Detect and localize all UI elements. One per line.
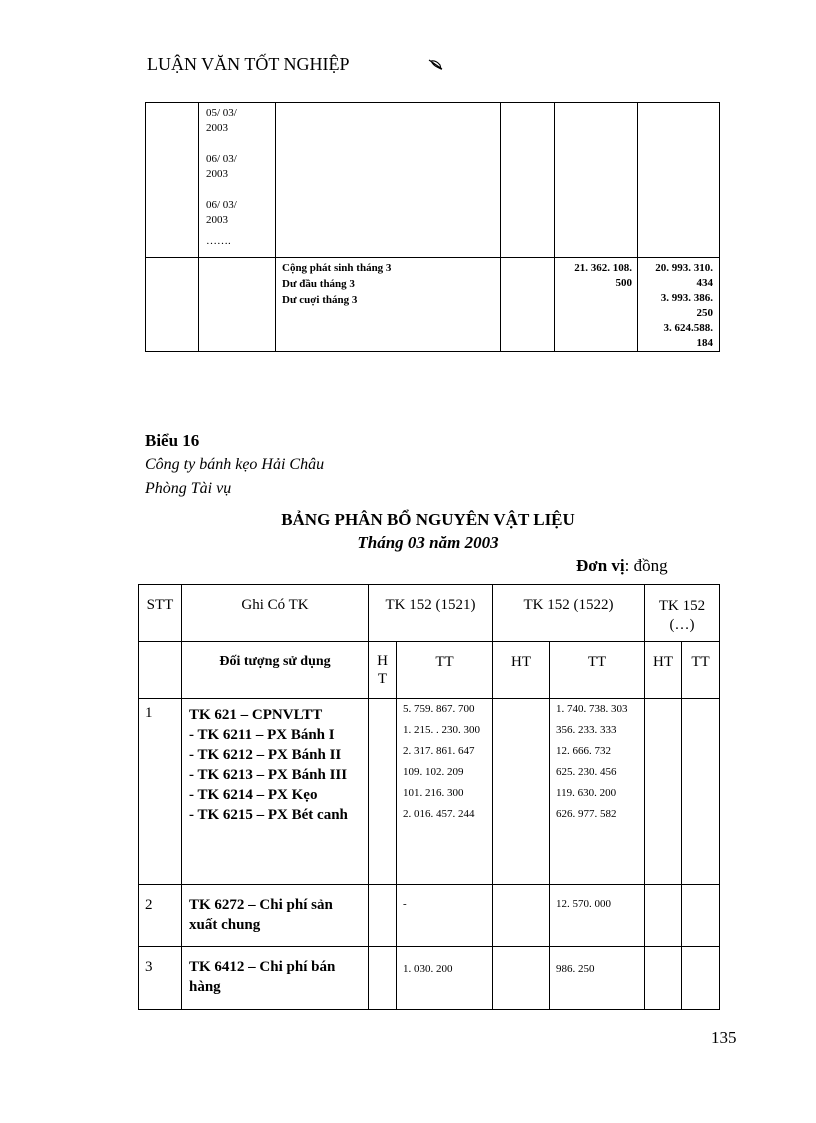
value: 1. 740. 738. 303 (556, 703, 628, 715)
subaccount: - TK 6211 – PX Bánh I (189, 727, 335, 743)
subaccount: - TK 6213 – PX Bánh III (189, 767, 348, 783)
row-stt: 3 (139, 947, 182, 1010)
header-tt-1522: TT (550, 642, 645, 699)
subheader-row (139, 642, 720, 699)
header-stt: STT (139, 585, 182, 642)
header-tk-other: TK 152 (…) (645, 585, 720, 642)
ledger-credit-values (638, 258, 720, 352)
value: 109. 102. 209 (403, 766, 464, 778)
unit-line (576, 556, 668, 576)
ledger-debit-total: 21. 362. 108. 500 (555, 258, 638, 352)
credit-value: 20. 993. 310. 434 (655, 262, 713, 289)
table-title: BẢNG PHÂN BỔ NGUYÊN VẬT LIỆU (281, 510, 575, 529)
page-number: 135 (711, 1028, 737, 1047)
ledger-row-dates (146, 103, 720, 258)
row-tt-1522: 12. 570. 000 (550, 885, 645, 947)
company-name: Công ty bánh kẹo Hải Châu (145, 456, 325, 473)
value: 625. 230. 456 (556, 766, 617, 778)
ledger-date: 06/ 03/ 2003 (206, 199, 237, 226)
row-stt: 1 (139, 699, 182, 885)
credit-value: 3. 993. 386. 250 (660, 292, 713, 319)
summary-label: Dư cuợi tháng 3 (282, 294, 358, 306)
table-row (139, 947, 720, 1010)
header-tk-1521: TK 152 (1521) (369, 585, 493, 642)
unit-label: Đơn vị (576, 556, 625, 575)
row-tt-1521: 1. 030. 200 (397, 947, 493, 1010)
value: 12. 666. 732 (556, 745, 611, 757)
value: 101. 216. 300 (403, 787, 464, 799)
header-row (139, 585, 720, 642)
ledger-date-list (199, 103, 276, 258)
subaccount: - TK 6215 – PX Bét canh (189, 807, 348, 823)
header-ht-1521: HT (369, 642, 397, 699)
row-account: TK 6412 – Chi phí bán hàng (182, 947, 369, 1010)
row-tt-1521 (397, 699, 493, 885)
page-header-title: LUẬN VĂN TỐT NGHIỆP (147, 54, 350, 74)
summary-label: Dư đầu tháng 3 (282, 278, 355, 290)
row-account: TK 6272 – Chi phí sản xuất chung (182, 885, 369, 947)
credit-value: 3. 624.588. 184 (663, 322, 713, 349)
table-period: Tháng 03 năm 2003 (357, 533, 499, 552)
subaccount: - TK 6214 – PX Kẹo (189, 787, 318, 803)
row-tt-1522 (550, 699, 645, 885)
value: 2. 016. 457. 244 (403, 808, 475, 820)
value: 626. 977. 582 (556, 808, 617, 820)
header-ht-1522: HT (493, 642, 550, 699)
value: 356. 233. 333 (556, 724, 617, 736)
row-account (182, 699, 369, 885)
header-tk-1522: TK 152 (1522) (493, 585, 645, 642)
value: 1. 215. . 230. 300 (403, 724, 480, 736)
ledger-row-summary (146, 258, 720, 352)
ledger-date: 06/ 03/ 2003 (206, 153, 237, 180)
ledger-table (145, 102, 720, 352)
ledger-date: 05/ 03/ 2003 (206, 107, 237, 134)
summary-label: Cộng phát sinh tháng 3 (282, 262, 392, 274)
unit-value: : đồng (624, 556, 668, 575)
department-name: Phòng Tài vụ (145, 480, 232, 497)
table-row (139, 885, 720, 947)
subaccount: - TK 6212 – PX Bánh II (189, 747, 342, 763)
section-label: Biểu 16 (145, 431, 200, 450)
row-stt: 2 (139, 885, 182, 947)
table-row (139, 699, 720, 885)
header-tt-other: TT (682, 642, 720, 699)
value: 5. 759. 867. 700 (403, 703, 475, 715)
header-tt-1521: TT (397, 642, 493, 699)
account-name: TK 621 – CPNVLTT (189, 707, 323, 723)
row-tt-1522: 986. 250 (550, 947, 645, 1010)
allocation-table (138, 584, 720, 1010)
value: 119. 630. 200 (556, 787, 617, 799)
ledger-date-ellipsis: ……. (206, 235, 231, 247)
feather-pen-icon (428, 58, 444, 72)
header-ghi-co: Ghi Có TK (182, 585, 369, 642)
header-doi-tuong: Đối tượng sử dụng (182, 642, 369, 699)
ledger-summary-labels (276, 258, 501, 352)
value: 2. 317. 861. 647 (403, 745, 475, 757)
header-ht-other: HT (645, 642, 682, 699)
row-tt-1521: - (397, 885, 493, 947)
